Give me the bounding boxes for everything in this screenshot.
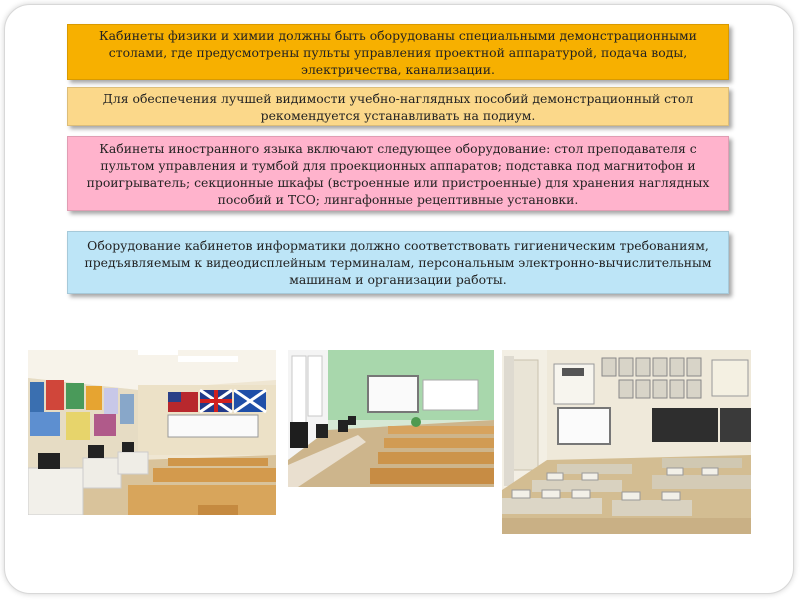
text-block-informatics [67, 231, 729, 294]
text-line: машинам и организации работы. [289, 272, 507, 287]
text-line: пособий и ТСО; лингафонные рецептивные установки. [217, 191, 579, 207]
text-block-podium [67, 87, 729, 126]
text-line: проигрыватель; секционные шкафы (встроенные или пристроенные) для хранения наглядных [86, 174, 710, 190]
text-block-physics-chemistry [67, 24, 729, 80]
text-block-foreign-language [67, 136, 729, 211]
text-line: электричества, канализации. [301, 61, 495, 77]
text-line: предъявляемым к видеодисплейным терминалам, персональным электронно-вычислительным [84, 255, 712, 270]
computer-classroom-photo [288, 350, 494, 487]
language-classroom-photo [28, 350, 276, 515]
text-line: Для обеспечения лучшей видимости учебно-наглядных пособий демонстрационный стол [102, 90, 694, 106]
text-line: Кабинеты физики и химии должны быть оборудованы специальными демонстрационными [99, 27, 697, 43]
text-line: Оборудование кабинетов информатики должно соответствовать гигиеническим требованиям, [87, 238, 709, 253]
physics-classroom-photo [502, 350, 751, 534]
text-line: столами, где предусмотрены пульты управления проектной аппаратурой, подача воды, [108, 44, 688, 60]
text-line: пультом управления и тумбой для проекционных аппаратов; подставка под магнитофон и [100, 157, 696, 173]
text-line: рекомендуется устанавливать на подиум. [260, 107, 536, 123]
text-line: Кабинеты иностранного языка включают следующее оборудование: стол преподавателя с [99, 140, 697, 156]
